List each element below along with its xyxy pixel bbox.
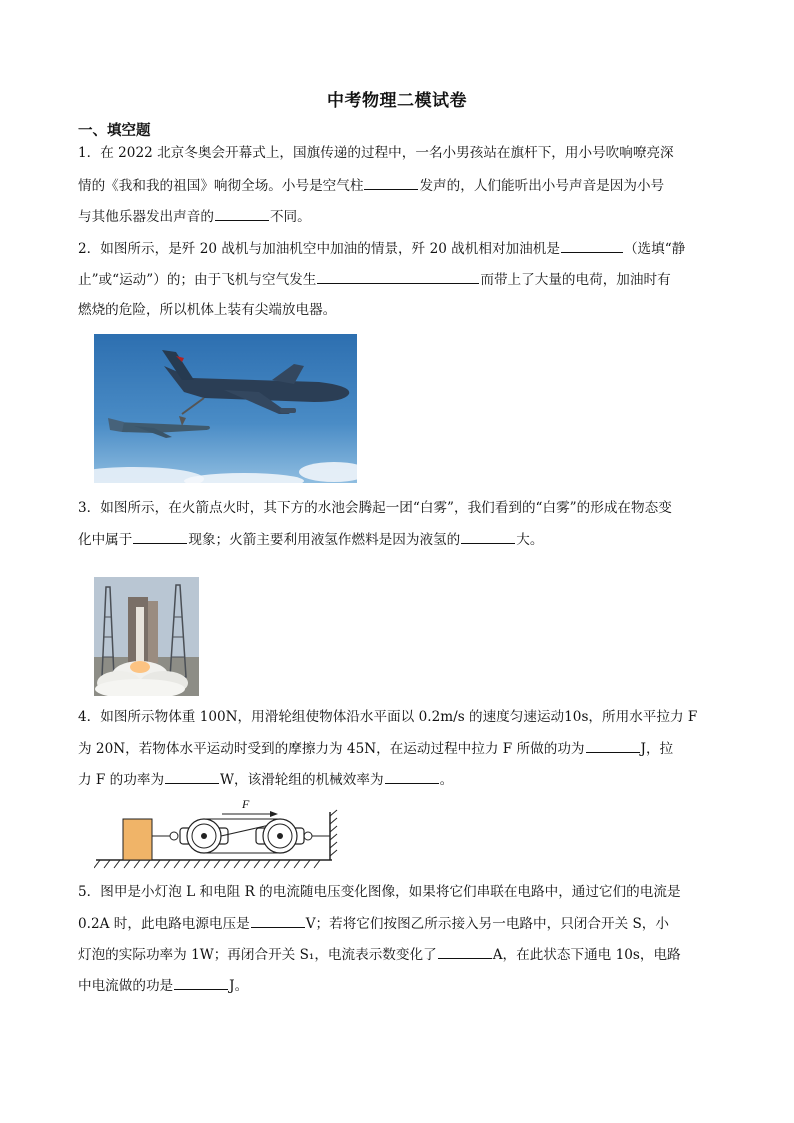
q4-line-3: [78, 769, 453, 790]
q3-answer-blank-2[interactable]: [461, 529, 515, 544]
q4-answer-blank-2[interactable]: [165, 769, 219, 784]
q5-text: 中电流做的功是: [78, 978, 174, 994]
section-heading: 一、填空题: [78, 123, 151, 139]
q5-answer-blank-2[interactable]: [438, 944, 492, 959]
q1-line-3: [78, 206, 311, 227]
q5-text: J。: [229, 978, 249, 994]
q5-text: 灯泡的实际功率为 1W；再闭合开关 S₁，电流表示数变化了: [78, 947, 437, 963]
q2-text: （选填“静: [623, 241, 686, 257]
rocket-launch-photo: [94, 577, 199, 696]
q5-line-1: 5．图甲是小灯泡 L 和电阻 R 的电流随电压变化图像，如果将它们串联在电路中，通过它们的电流是: [78, 884, 681, 900]
pulley-diagram: [94, 798, 339, 870]
q3-text: 现象；火箭主要利用液氢作燃料是因为液氢的: [188, 532, 461, 548]
q4-line-1: 4．如图所示物体重 100N，用滑轮组使物体沿水平面以 0.2m/s 的速度匀速运动10s，所用水平拉力 F: [78, 709, 698, 725]
q4-line-2: [78, 738, 673, 759]
q2-line-1: [78, 238, 685, 259]
q1-line-1: 1．在 2022 北京冬奥会开幕式上，国旗传递的过程中，一名小男孩站在旗杆下，用小号吹响嘹亮深: [78, 145, 674, 161]
q5-line-4: [78, 975, 248, 996]
q2-answer-blank-2[interactable]: [317, 269, 479, 284]
q1-line-2: [78, 175, 664, 196]
q3-line-1: 3．如图所示，在火箭点火时，其下方的水池会腾起一团“白雾”，我们看到的“白雾”的形成在物态变: [78, 500, 672, 516]
q5-text: V；若将它们按图乙所示接入另一电路中，只闭合开关 S，小: [305, 916, 669, 932]
q1-text: 发声的，人们能听出小号声音是因为小号: [419, 178, 665, 194]
q5-answer-blank-1[interactable]: [251, 913, 305, 928]
q3-line-2: [78, 529, 543, 550]
q2-line-2: [78, 269, 671, 290]
q3-text: 大。: [516, 532, 544, 548]
q1-text: 与其他乐器发出声音的: [78, 209, 214, 225]
q4-text: 为 20N，若物体水平运动时受到的摩擦力为 45N，在运动过程中拉力 F 所做的功为: [78, 741, 585, 757]
q4-text: J，拉: [640, 741, 674, 757]
q1-text: 情的《我和我的祖国》响彻全场。小号是空气柱: [78, 178, 364, 194]
aerial-refueling-photo: [94, 334, 357, 483]
q3-text: 化中属于: [78, 532, 133, 548]
q4-text: W，该滑轮组的机械效率为: [220, 772, 384, 788]
force-label: F: [242, 798, 250, 811]
q5-line-2: [78, 913, 669, 934]
q2-line-3: 燃烧的危险，所以机体上装有尖端放电器。: [78, 302, 337, 318]
q5-answer-blank-3[interactable]: [174, 975, 228, 990]
q4-text: 。: [439, 772, 454, 788]
q5-line-3: [78, 944, 681, 965]
q1-text: 不同。: [269, 209, 311, 225]
q1-answer-blank-2[interactable]: [215, 206, 269, 221]
q4-answer-blank-1[interactable]: [586, 738, 640, 753]
q3-answer-blank-1[interactable]: [133, 529, 187, 544]
q4-text: 力 F 的功率为: [78, 772, 165, 788]
q2-text: 2．如图所示，是歼 20 战机与加油机空中加油的情景，歼 20 战机相对加油机是: [78, 241, 560, 257]
q1-answer-blank-1[interactable]: [364, 175, 418, 190]
page-title: 中考物理二模试卷: [327, 91, 467, 111]
q5-text: 0.2A 时，此电路电源电压是: [78, 916, 250, 932]
q2-text: 而带上了大量的电荷，加油时有: [480, 272, 671, 288]
q2-text: 止”或“运动”）的；由于飞机与空气发生: [78, 272, 317, 288]
q5-text: A，在此状态下通电 10s，电路: [492, 947, 681, 963]
q4-answer-blank-3[interactable]: [385, 769, 439, 784]
q2-answer-blank-1[interactable]: [561, 238, 623, 253]
